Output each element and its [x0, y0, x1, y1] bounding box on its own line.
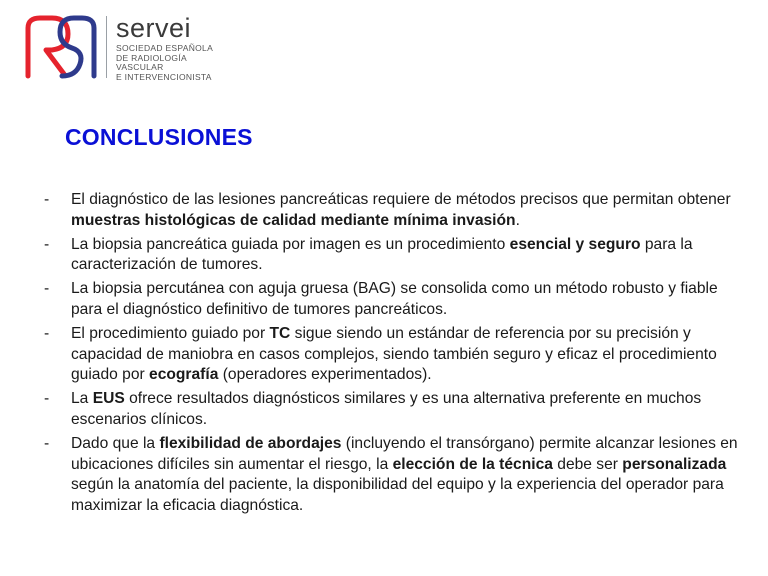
conclusion-item	[44, 324, 744, 386]
bullet-dash: -	[44, 280, 50, 298]
item-text: sigue siendo un estándar de referencia por su precisión y capacidad de maniobra en casos complejos, siendo también seguro y eficaz el procedimiento guiado por	[71, 324, 717, 384]
bullet-dash: -	[44, 390, 50, 408]
logo-subtitle-line: VASCULAR	[116, 62, 164, 73]
conclusion-item	[44, 235, 744, 277]
logo-name: servei	[116, 13, 192, 43]
conclusion-item	[44, 434, 744, 517]
item-text: Dado que la	[71, 434, 160, 452]
logo-subtitle-line: SOCIEDAD ESPAÑOLA	[116, 43, 214, 53]
emphasis-text: personalizada	[622, 455, 727, 473]
conclusion-item	[44, 389, 744, 431]
emphasis-text: TC	[269, 324, 291, 342]
bullet-dash: -	[44, 235, 50, 253]
item-text: La biopsia percutánea con aguja gruesa (BAG) se consolida como un método robusto y fiable para el diagnóstico definitivo de tumores pancreáticos.	[71, 280, 718, 318]
bullet-dash: -	[44, 191, 50, 208]
logo-subtitle-line: DE RADIOLOGÍA	[116, 52, 187, 63]
emphasis-text: EUS	[92, 390, 125, 408]
emphasis-text: ecografía	[149, 366, 219, 384]
logo-divider	[106, 16, 107, 78]
servei-logo	[22, 14, 213, 82]
conclusions-list	[44, 190, 744, 520]
emphasis-text: flexibilidad de abordajes	[159, 434, 342, 452]
item-text: La	[71, 390, 93, 408]
emphasis-text: muestras histológicas de calidad mediante mínima invasión	[71, 211, 516, 229]
item-text: ofrece resultados diagnósticos similares y es una alternativa preferente en muchos escenarios clínicos.	[71, 390, 702, 428]
bullet-dash: -	[44, 324, 50, 342]
bullet-dash: -	[44, 434, 50, 452]
item-text: según la anatomía del paciente, la disponibilidad del equipo y la experiencia del operador para maximizar la eficacia diagnóstica.	[71, 476, 724, 515]
rsi-logo-mark-icon	[22, 14, 100, 80]
item-text: La biopsia pancreática guiada por imagen es un procedimiento	[71, 235, 510, 253]
conclusion-item	[44, 279, 744, 321]
slide-title: CONCLUSIONES	[65, 124, 253, 150]
logo-subtitle	[116, 44, 213, 82]
emphasis-text: elección de la técnica	[392, 455, 553, 473]
logo-subtitle-line: E INTERVENCIONISTA	[116, 71, 212, 82]
item-text: (operadores experimentados).	[218, 366, 432, 384]
logo-text	[116, 14, 213, 82]
item-text: (incluyendo el transórgano) permite alcanzar lesiones en ubicaciones difíciles sin aumentar el riesgo, la	[71, 434, 738, 473]
item-text: debe ser	[552, 455, 623, 473]
emphasis-text: esencial y seguro	[509, 235, 641, 253]
item-text: El diagnóstico de las lesiones pancreáticas requiere de métodos precisos que permitan obtener	[71, 191, 731, 208]
item-text: El procedimiento guiado por	[71, 324, 270, 342]
item-text: para la caracterización de tumores.	[71, 235, 693, 274]
item-text: .	[515, 211, 520, 229]
conclusion-item	[44, 190, 744, 232]
